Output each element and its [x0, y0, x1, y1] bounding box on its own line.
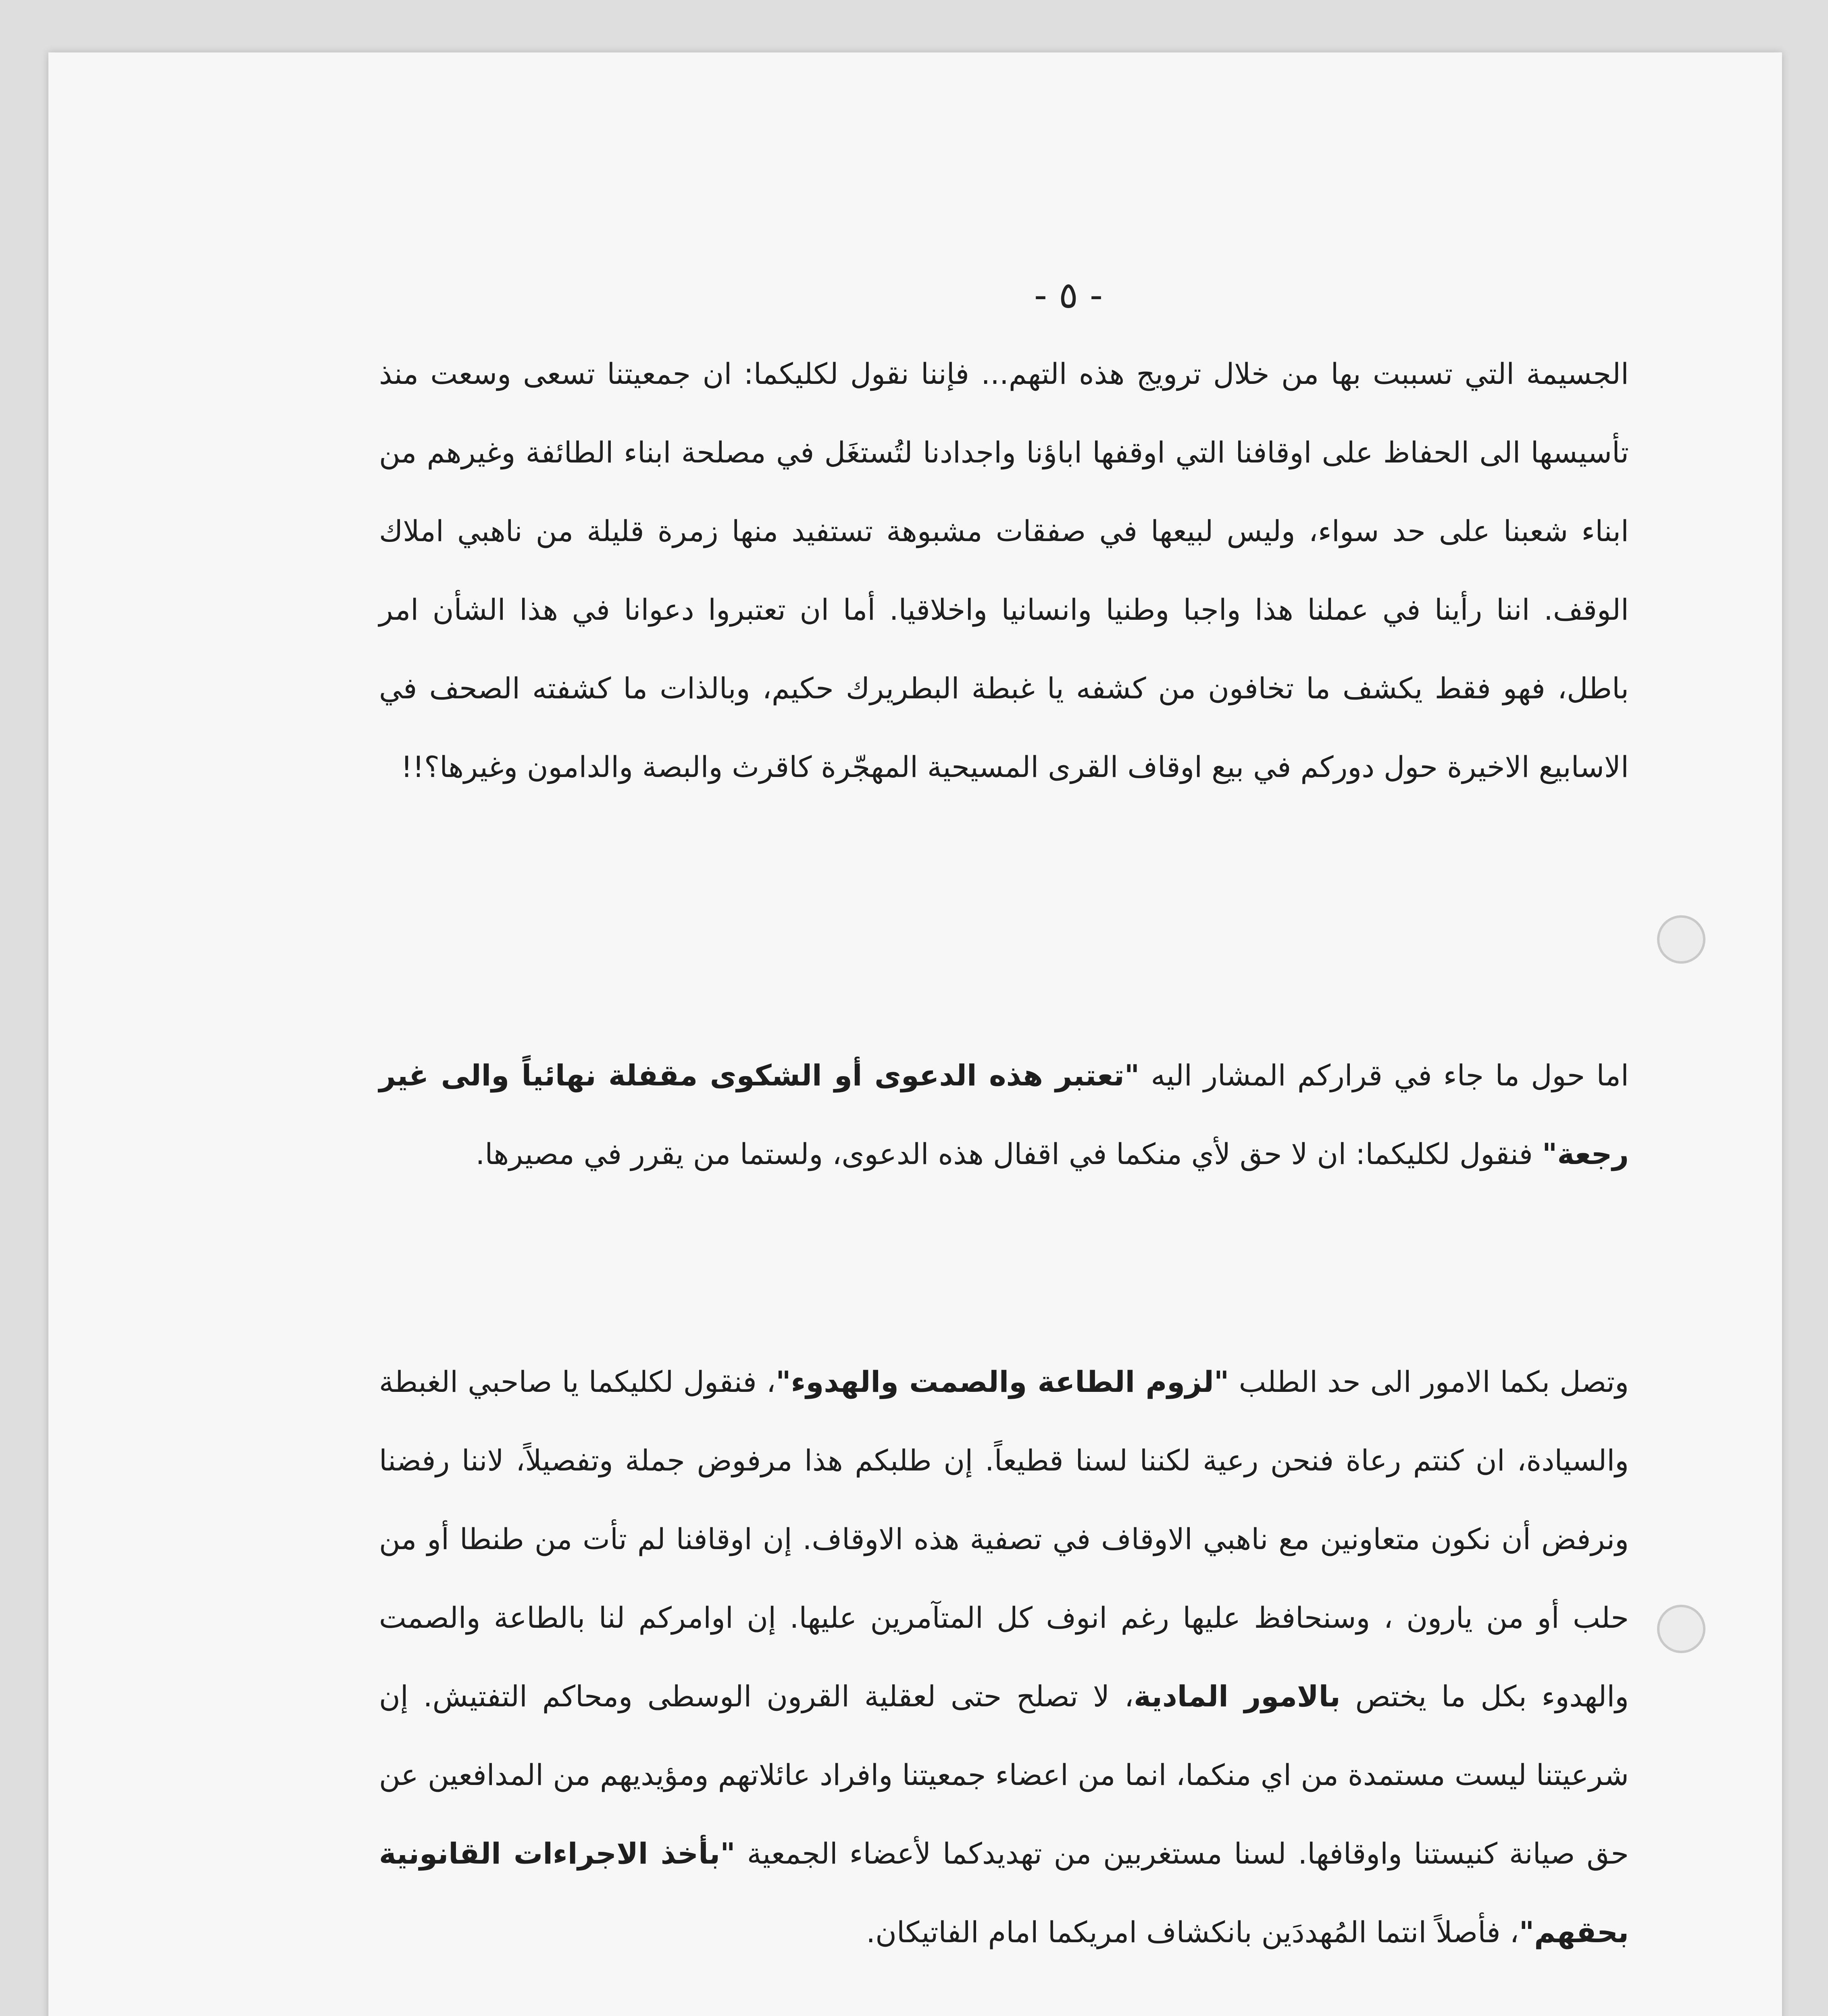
- paragraph-2: [379, 1036, 1629, 1193]
- punch-hole-lower: [1657, 1605, 1705, 1653]
- paragraph-1-text: الجسيمة التي تسببت بها من خلال ترويج هذه التهم... فإننا نقول لكليكما: ان جمعيتنا تسعى وسعت منذ تأسيسها الى الحفاظ على اوقافنا التي اوقفها اباؤنا واجدادنا لتُستغَل في مصلحة ابناء الطائفة وغيرهم من ابناء شعبنا على حد سواء، وليس لبيعها في صفقات مشبوهة تستفيد منها زمرة قليلة من ناهبي املاك الوقف. اننا رأينا في عملنا هذا واجبا وطنيا وانسانيا واخلاقيا. أما ان تعتبروا دعوانا في هذا الشأن امر باطل، فهو فقط يكشف ما تخافون من كشفه يا غبطة البطريرك حكيم، وبالذات ما كشفته الصحف في الاسابيع الاخيرة حول دوركم في بيع اوقاف القرى المسيحية المهجّرة كاقرث والبصة والدامون وغيرها؟!!: [379, 357, 1629, 784]
- paragraph-3-text-b: ، فنقول لكليكما يا صاحبي الغبطة والسيادة، ان كنتم رعاة فنحن رعية لكننا لسنا قطيعاً. إن طلبكم هذا مرفوض جملة وتفصيلاً، لاننا رفضنا ونرفض أن نكون متعاونين مع ناهبي الاوقاف في تصفية هذه الاوقاف. إن اوقافنا لم تأت من طنطا أو من حلب أو من يارون ، وسنحافظ عليها رغم انوف كل المتآمرين عليها. إن اوامركم لنا بالطاعة والصمت والهدوء بكل ما يختص: [379, 1365, 1629, 1713]
- paragraph-3-quote-obedience: "لزوم الطاعة والصمت والهدوء": [776, 1365, 1229, 1399]
- paragraph-2-quote: "تعتبر هذه الدعوى أو الشكوى مقفلة نهائياً والى غير رجعة": [379, 1058, 1629, 1171]
- page-number: - ٥ -: [1034, 274, 1103, 317]
- paragraph-3-text-d: ، فأصلاً انتما المُهددَين بانكشاف امريكما امام الفاتيكان.: [866, 1915, 1519, 1949]
- paragraph-3-text-a: وتصل بكما الامور الى حد الطلب: [1229, 1365, 1629, 1399]
- paragraph-3-quote-legal: "بأخذ الاجراءات القانونية بحقهم": [379, 1837, 1629, 1949]
- paragraph-2-text-b: فنقول لكليكما: ان لا حق لأي منكما في اقفال هذه الدعوى، ولستما من يقرر في مصيرها.: [475, 1137, 1542, 1171]
- paragraph-3: [379, 1343, 1629, 1972]
- paragraph-3-text-c: ، لا تصلح حتى لعقلية القرون الوسطى ومحاكم التفتيش. إن شرعيتنا ليست مستمدة من اي منكما، انما من اعضاء جمعيتنا وافراد عائلاتهم ومؤيديهم من المدافعين عن حق صيانة كنيستنا واوقافها. لسنا مستغربين من تهديدكما لأعضاء الجمعية: [379, 1679, 1629, 1870]
- document-page: [48, 52, 1782, 2016]
- punch-hole-upper: [1657, 915, 1705, 964]
- paragraph-3-material-matters: بالامور المادية: [1134, 1679, 1341, 1713]
- paragraph-1: [379, 335, 1629, 806]
- paragraph-2-text-a: اما حول ما جاء في قراركم المشار اليه: [1139, 1058, 1629, 1092]
